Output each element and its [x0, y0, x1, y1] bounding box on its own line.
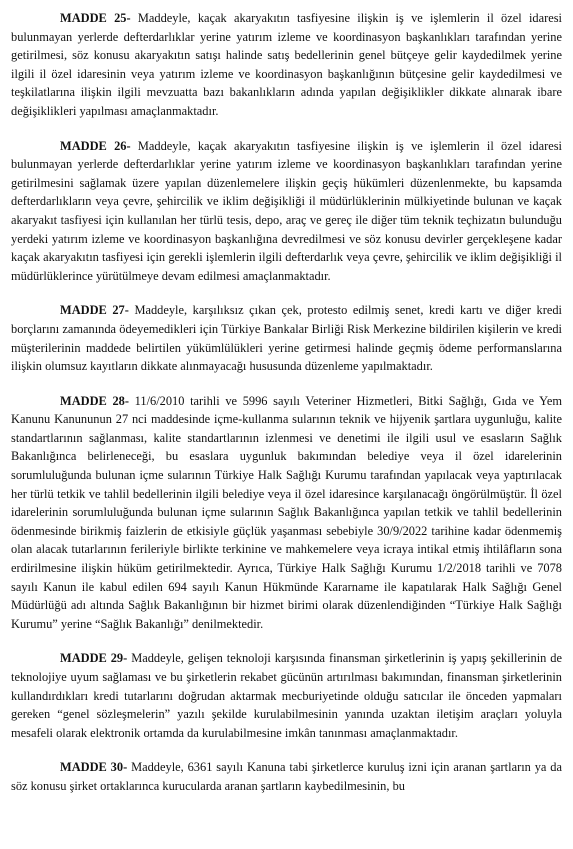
article-29-text: Maddeyle, gelişen teknoloji karşısında finansman şirketlerinin iş yapış şekillerinin de teknolojiye uyum sağlaması ve bu şirketlerin rekabet gücünün artırılması bakımından, finansman şirketlerinin kullandırdıkları kredi tutarlarını doğrudan aktarmak mecburiyetinde olduğu satıcılar ile önceden yapmaları gereken “genel sözleşmelerin” yazılı şekilde kurulabilmesinin yanında uzaktan iletişim araçları yoluyla mesafeli olarak elektronik ortamda da kurulabilmesine imkân tanınması amaçlanmaktadır.: [11, 651, 562, 740]
article-27-text: Maddeyle, karşılıksız çıkan çek, protesto edilmiş senet, kredi kartı ve diğer kredi borçlarını zamanında ödeyemedikleri için Türkiye Bankalar Birliği Risk Merkezine bildirilen kişilerin ve kredi müşterilerinin maddede belirtilen yükümlülükleri yerine getirmesi halinde geçmiş ödeme performanslarına ilişkin olumsuz kayıtların dikkate alınmayacağı hususunda düzenleme yapılmaktadır.: [11, 303, 563, 374]
article-26-text: Maddeyle, kaçak akaryakıtın tasfiyesine ilişkin iş ve işlemlerin il özel idaresi bulunmayan yerlerde defterdarlıklar yerine yatırım izleme ve koordinasyon başkanlıkları tarafından yerine getirilmesini sağlamak üzere yapılan düzenlemelere ilişkin geçiş hükümleri düzenlenmekte, bu kapsamda defterdarlıkların veya çevre, şehircilik ve iklim değişikliği il müdürlüklerinin mülkiyetinde bulunan ve kaçak akaryakıt tasfiyesi için kullanılan her türlü tesis, depo, araç ve gereç ile diğer tüm teknik teçhizatın bulunduğu yerdeki yatırım izleme ve koordinasyon başkanlığına devredilmesi ve söz konusu devirler gerçekleşene kadar kaçak akaryakıtın tasfiyesi için gerekli işlemlerin ilgili defterdarlık veya çevre, şehircilik ve iklim değişikliği il müdürlüklerince yürütülmeye devam edilmesi amaçlanmaktadır.: [11, 138, 562, 283]
article-28-text: 11/6/2010 tarihli ve 5996 sayılı Veteriner Hizmetleri, Bitki Sağlığı, Gıda ve Yem Kanunu Kanununun 27 nci maddesinde içme-kullanma sularının teknik ve hijyenik şartlara uygunluğu, kalite standartlarının sağlanması, kalite standartlarının izlenmesi ve denetimi ile ilgili usul ve esasların Sağlık Bakanlığınca belirleneceği, bu esaslara uygunluk bakımından belediye veya il özel idarelerinin sorumluluğunda bulunan içme sularının Türkiye Halk Sağlığı Kurumu tarafından yapılacak veya yaptırılacak her türlü tetkik ve tahlil bedellerinin ilgili belediye veya il özel idaresince karşılanacağı öngörülmüştür. İl özel idarelerinin sorumluluğunda bulunan içme sularının Sağlık Bakanlığınca yapılan tetkik ve tahlil bedellerinin ödenmesinde birikmiş faizlerin de etkisiyle güçlük yaşanması sebebiyle 30/9/2022 tarihine kadar ödenmemiş olan alacak tutarlarının ferileriyle birlikte terkinine ve mahkemelere veya icraya intikal etmiş ihtilâfların sona erdirilmesine ilişkin hüküm getirilmektedir. Ayrıca, Türkiye Halk Sağlığı Kurumu 1/2/2018 tarihli ve 7078 sayılı Kanun ile kabul edilen 694 sayılı Kanun Hükmünde Kararname ile kapatılarak Halk Sağlığı Genel Müdürlüğü adı altında Sağlık Bakanlığının bir hizmet birimi olarak düzenlendiğinden “Türkiye Halk Sağlığı Kurumu” yerine “Sağlık Bakanlığı” denilmektedir.: [11, 393, 562, 631]
article-29-paragraph: [11, 649, 562, 742]
article-28-paragraph: [11, 392, 562, 634]
article-26-label: MADDE 26-: [60, 138, 131, 153]
article-28-label: MADDE 28-: [60, 393, 129, 408]
article-25-label: MADDE 25-: [60, 11, 131, 25]
article-27-paragraph: [11, 301, 562, 375]
article-30-label: MADDE 30-: [60, 760, 128, 775]
article-29-label: MADDE 29-: [60, 651, 128, 666]
article-30-text: Maddeyle, 6361 sayılı Kanuna tabi şirketlerce kuruluş izni için aranan şartların ya da söz konusu şirket ortaklarınca kurucularda aranan şartların kaybedilmesinin, bu: [11, 760, 562, 793]
article-25-paragraph: [11, 9, 562, 121]
article-26-paragraph: [11, 137, 562, 286]
article-25-text: Maddeyle, kaçak akaryakıtın tasfiyesine ilişkin iş ve işlemlerin il özel idaresi bulunmayan yerlerde defterdarlıklar yerine yatırım izleme ve koordinasyon başkanlıkları tarafından yerine getirilmesi, söz konusu akaryakıtın satışı halinde satış bedellerinin genel bütçeye gelir kaydedilmek yerine ilgili il özel idaresinin veya yatırım izleme ve koordinasyon başkanlığının bütçesine gelir kaydedilmesi ve teşkilatlarına ilişkin ilgili mevzuatta bazı bakanlıkların adında yapılan değişiklikler dikkate alınarak ibare değişiklikleri yapılması amaçlanmaktadır.: [11, 11, 562, 118]
article-27-label: MADDE 27-: [60, 303, 129, 318]
article-30-paragraph: [11, 758, 562, 795]
